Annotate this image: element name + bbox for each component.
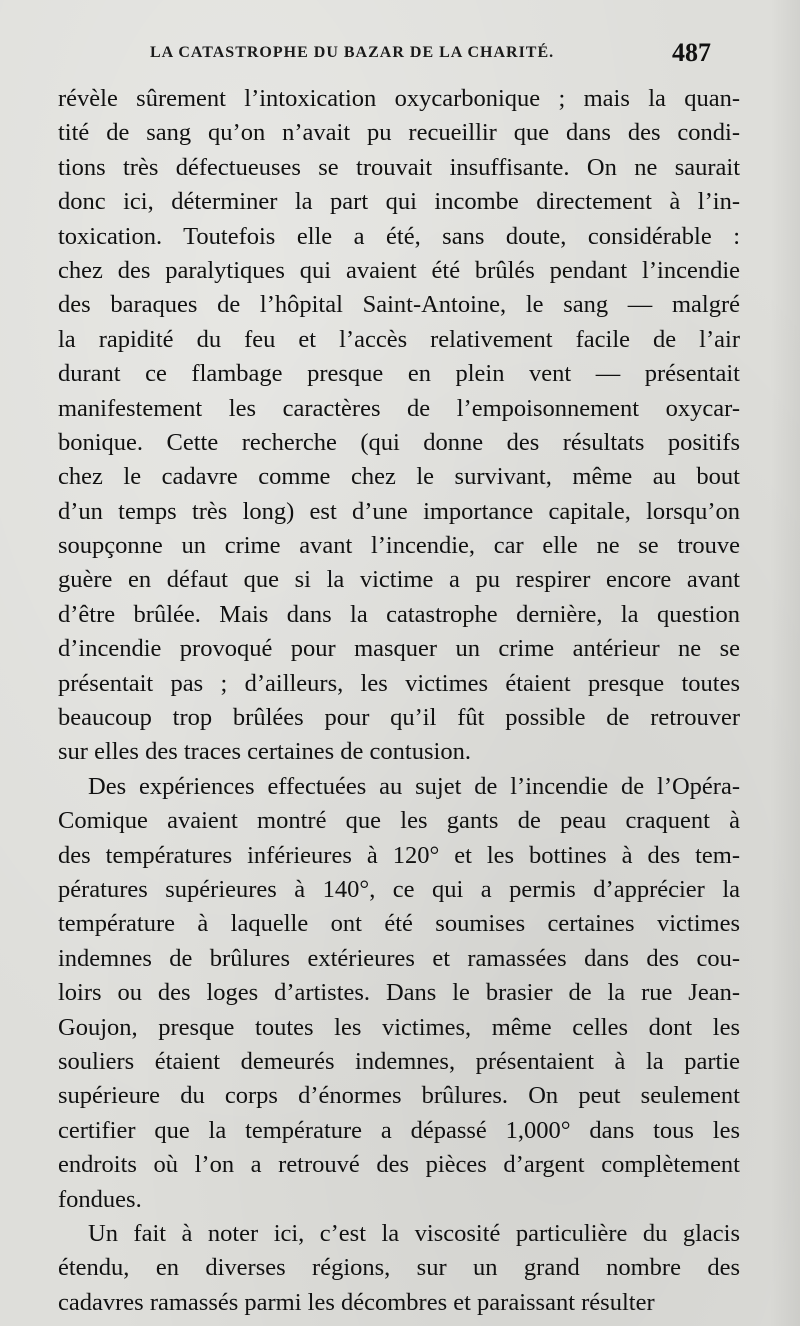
text-line: d’incendie provoqué pour masquer un crime antérieur ne se <box>58 635 740 663</box>
text-line: d’un temps très long) est d’une importance capitale, lorsqu’on <box>58 497 740 525</box>
text-line: souliers étaient demeurés indemnes, présentaient à la partie <box>58 1047 740 1075</box>
text-line: cadavres ramassés parmi les décombres et paraissant résulter <box>58 1288 655 1316</box>
paragraph <box>58 770 740 1217</box>
running-head <box>150 38 750 74</box>
text-line: des températures inférieures à 120° et les bottines à des tem- <box>58 841 740 869</box>
text-line: toxication. Toutefois elle a été, sans doute, considérable : <box>58 222 740 250</box>
text-line: bonique. Cette recherche (qui donne des résultats positifs <box>58 428 740 456</box>
text-line: Comique avaient montré que les gants de peau craquent à <box>58 807 740 835</box>
text-line: présentait pas ; d’ailleurs, les victimes étaient presque toutes <box>58 669 740 697</box>
text-line: guère en défaut que si la victime a pu respirer encore avant <box>58 566 740 594</box>
text-line: fondues. <box>58 1185 142 1213</box>
text-line: Goujon, presque toutes les victimes, même celles dont les <box>58 1013 740 1041</box>
text-line: sur elles des traces certaines de contusion. <box>58 738 471 766</box>
text-line: chez des paralytiques qui avaient été brûlés pendant l’incendie <box>58 256 740 284</box>
page-edge-shadow <box>770 0 800 1326</box>
text-line: la rapidité du feu et l’accès relativement facile de l’air <box>58 325 740 353</box>
text-line: certifier que la température a dépassé 1,000° dans tous les <box>58 1116 740 1144</box>
text-line: loirs ou des loges d’artistes. Dans le brasier de la rue Jean- <box>58 979 740 1007</box>
text-line: d’être brûlée. Mais dans la catastrophe dernière, la question <box>58 600 740 628</box>
text-line: chez le cadavre comme chez le survivant, même au bout <box>58 463 740 491</box>
text-line: supérieure du corps d’énormes brûlures. On peut seulement <box>58 1082 740 1110</box>
body-text <box>58 82 740 1320</box>
text-line: tions très défectueuses se trouvait insuffisante. On ne saurait <box>58 153 740 181</box>
text-line: donc ici, déterminer la part qui incombe directement à l’in- <box>58 188 740 216</box>
text-line: Un fait à noter ici, c’est la viscosité particulière du glacis <box>88 1219 740 1247</box>
text-line: soupçonne un crime avant l’incendie, car elle ne se trouve <box>58 532 740 560</box>
text-line: pératures supérieures à 140°, ce qui a permis d’apprécier la <box>58 875 740 903</box>
text-line: Des expériences effectuées au sujet de l’incendie de l’Opéra- <box>88 772 740 800</box>
text-line: température à laquelle ont été soumises certaines victimes <box>58 910 740 938</box>
text-line: manifestement les caractères de l’empoisonnement oxycar- <box>58 394 740 422</box>
text-line: révèle sûrement l’intoxication oxycarbonique ; mais la quan- <box>58 85 740 112</box>
page-number: 487 <box>672 38 711 67</box>
text-line: beaucoup trop brûlées pour qu’il fût possible de retrouver <box>58 704 740 732</box>
paragraph <box>58 82 740 770</box>
text-line: étendu, en diverses régions, sur un grand nombre des <box>58 1254 740 1282</box>
text-line: endroits où l’on a retrouvé des pièces d’argent complètement <box>58 1151 740 1179</box>
text-line: durant ce flambage presque en plein vent — présentait <box>58 360 740 388</box>
text-line: tité de sang qu’on n’avait pu recueillir que dans des condi- <box>58 119 740 147</box>
text-line: des baraques de l’hôpital Saint-Antoine, le sang — malgré <box>58 291 740 319</box>
paragraph <box>58 1217 740 1320</box>
running-title: LA CATASTROPHE DU BAZAR DE LA CHARITÉ. <box>150 44 555 61</box>
text-line: indemnes de brûlures extérieures et ramassées dans des cou- <box>58 944 740 972</box>
